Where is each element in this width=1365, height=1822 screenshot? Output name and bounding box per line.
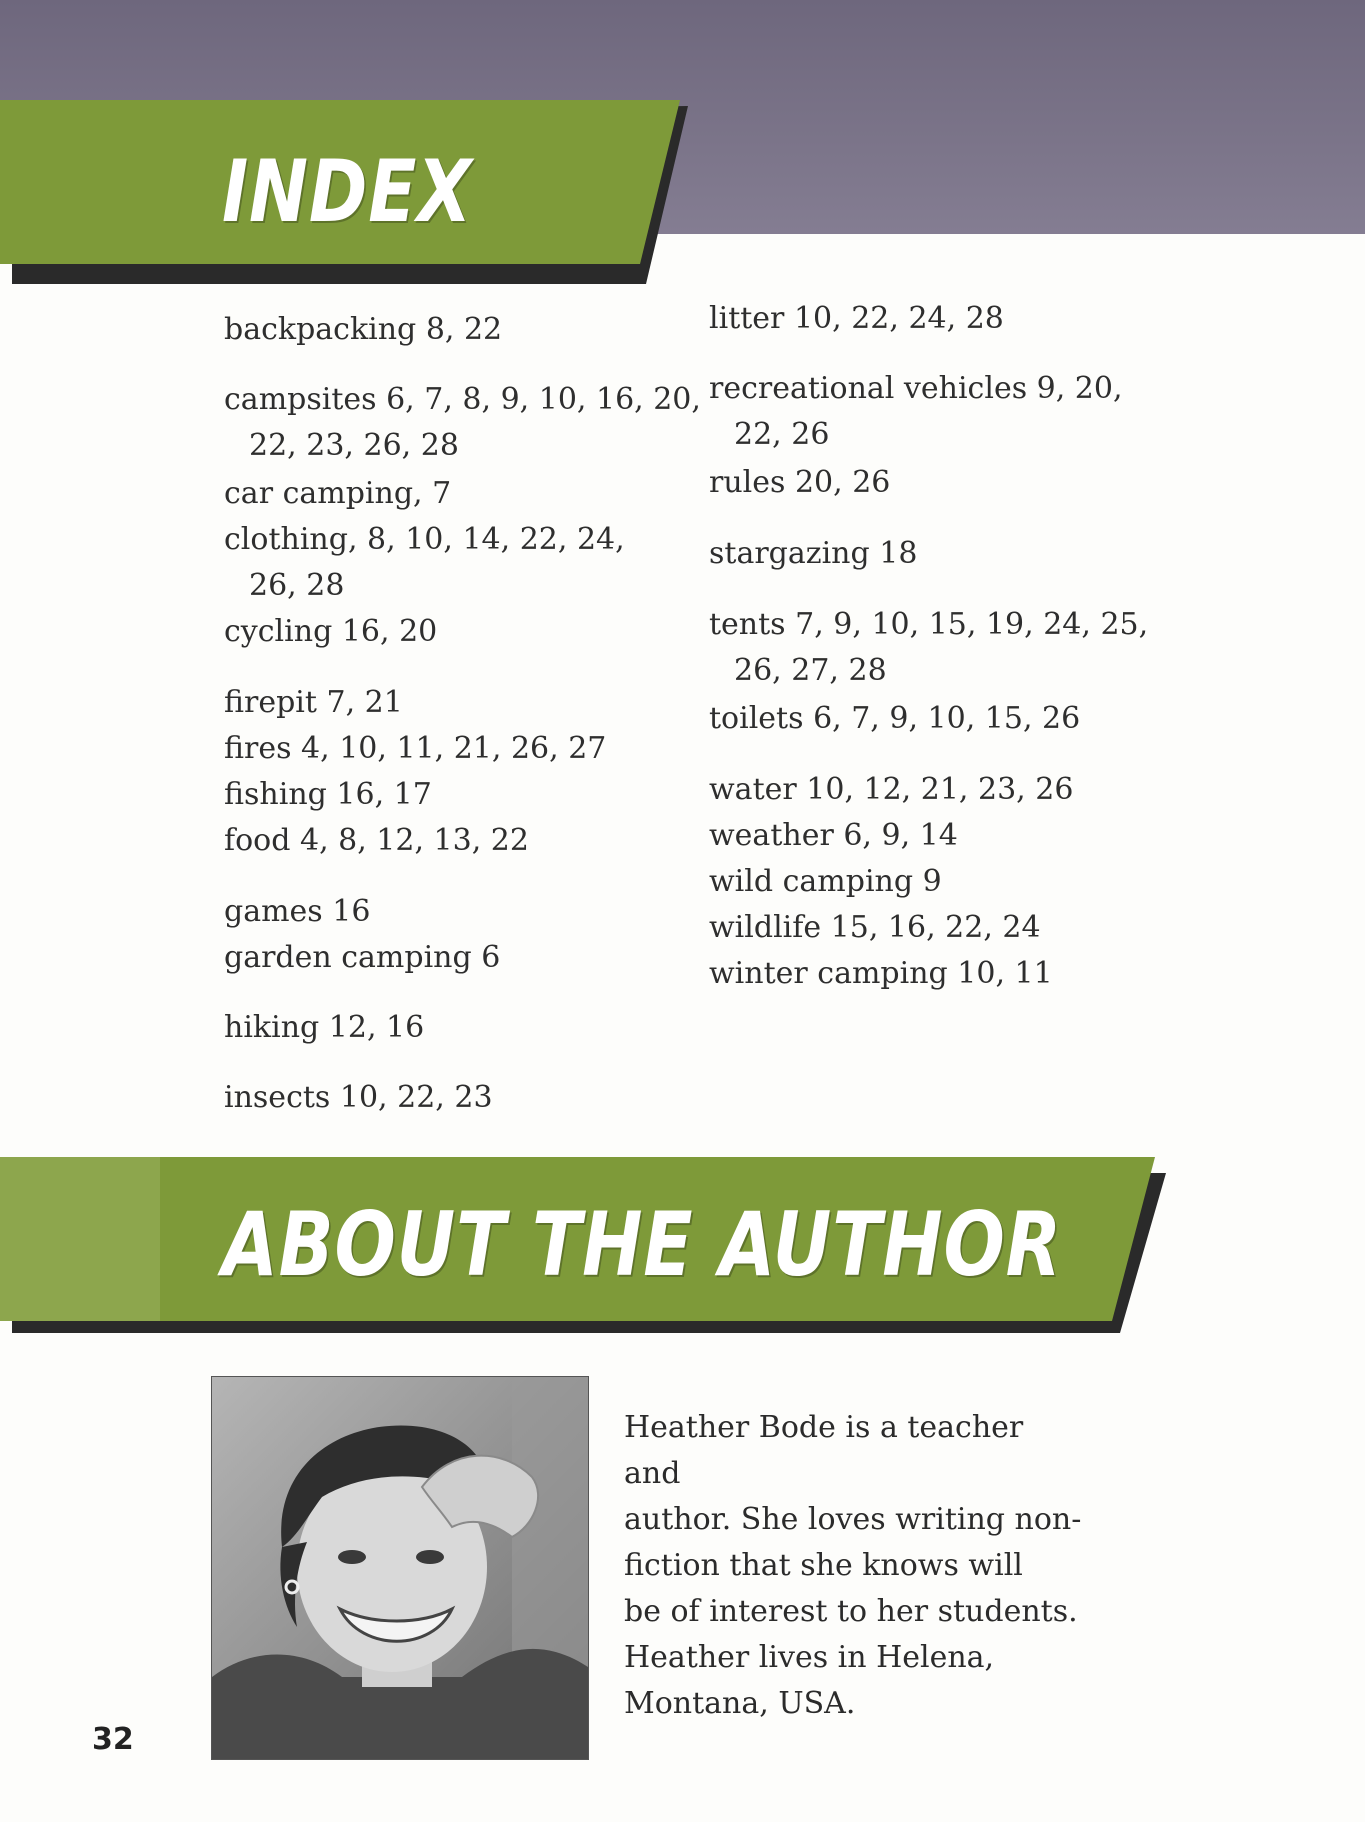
index-pages-continuation: 26, 27, 28	[734, 653, 887, 688]
author-photo	[211, 1376, 589, 1760]
index-entry	[709, 859, 942, 905]
about-author-banner	[0, 1157, 1170, 1335]
index-pages: 4, 8, 12, 13, 22	[299, 823, 529, 858]
index-entry	[224, 377, 701, 469]
index-term: tents	[709, 607, 786, 642]
index-term: food	[224, 823, 291, 858]
index-pages: 7, 21	[326, 685, 403, 720]
index-term: recreational vehicles	[709, 371, 1028, 406]
index-pages: 7	[432, 476, 452, 511]
index-term: rules	[709, 465, 786, 500]
index-entry-line	[224, 1080, 493, 1115]
index-pages: 9	[922, 864, 942, 899]
index-pages: 6	[481, 940, 501, 975]
index-pages: 7, 9, 10, 15, 19, 24, 25,	[795, 607, 1149, 642]
index-pages: 18	[879, 536, 918, 571]
page-number: 32	[92, 1722, 134, 1757]
index-entry	[224, 818, 529, 864]
index-entry-line	[709, 607, 1148, 642]
index-pages: 6, 7, 8, 9, 10, 16, 20,	[386, 382, 701, 417]
index-heading-banner	[0, 100, 690, 286]
index-pages: 8, 22	[425, 312, 503, 347]
index-term: stargazing	[709, 536, 870, 571]
index-pages: 4, 10, 11, 21, 26, 27	[301, 731, 607, 766]
index-pages-continuation: 22, 26	[734, 417, 830, 452]
index-pages: 16	[332, 894, 371, 929]
index-entry	[709, 366, 1123, 458]
index-pages: 15, 16, 22, 24	[830, 910, 1041, 945]
index-entry	[709, 531, 917, 577]
index-entry	[709, 813, 958, 859]
index-term: wildlife	[709, 910, 822, 945]
index-entry	[224, 307, 502, 353]
index-term: campsites	[224, 382, 377, 417]
index-entry-line	[224, 823, 529, 858]
index-entry	[224, 935, 500, 981]
index-entry	[224, 726, 606, 772]
index-entry-line	[709, 772, 1073, 807]
index-entry	[709, 460, 890, 506]
index-pages: 6, 7, 9, 10, 15, 26	[813, 701, 1081, 736]
author-portrait-illustration	[212, 1377, 588, 1759]
index-term: clothing,	[224, 522, 358, 557]
index-entry	[709, 602, 1148, 694]
index-entry	[709, 696, 1080, 742]
index-pages-continuation: 26, 28	[249, 568, 345, 603]
index-entry-line	[224, 777, 432, 812]
index-heading: INDEX	[222, 142, 473, 242]
index-entry-line	[224, 614, 437, 649]
index-entry	[224, 471, 451, 517]
index-term: litter	[709, 301, 785, 336]
author-bio	[624, 1405, 1084, 1727]
author-bio-line: author. She loves writing non-	[624, 1502, 1082, 1537]
index-term: firepit	[224, 685, 317, 720]
author-bio-line: be of interest to her students.	[624, 1594, 1078, 1629]
index-pages: 20, 26	[794, 465, 891, 500]
index-entry-line	[709, 956, 1053, 991]
index-term: water	[709, 772, 797, 807]
index-term: games	[224, 894, 323, 929]
index-term: fishing	[224, 777, 327, 812]
author-bio-line: fiction that she knows will	[624, 1548, 1023, 1583]
author-bio-line: Heather Bode is a teacher and	[624, 1410, 1024, 1491]
index-entry	[224, 680, 403, 726]
index-term: wild camping	[709, 864, 914, 899]
index-entry	[709, 905, 1041, 951]
index-entry-line	[709, 536, 917, 571]
index-pages: 10, 11	[957, 956, 1053, 991]
index-pages: 16, 17	[336, 777, 432, 812]
index-pages: 10, 22, 24, 28	[793, 301, 1004, 336]
index-term: hiking	[224, 1010, 320, 1045]
index-entry-line	[224, 731, 606, 766]
index-entry-line	[709, 301, 1004, 336]
index-pages: 10, 12, 21, 23, 26	[806, 772, 1074, 807]
index-entry-line	[224, 382, 701, 417]
index-entry-line	[224, 476, 451, 511]
index-term: toilets	[709, 701, 804, 736]
index-pages: 6, 9, 14	[843, 818, 958, 853]
index-pages-continuation: 22, 23, 26, 28	[249, 428, 459, 463]
index-entry-line	[224, 522, 625, 557]
index-entry-line	[709, 465, 890, 500]
index-term: weather	[709, 818, 834, 853]
index-entry	[224, 1075, 493, 1121]
index-pages: 12, 16	[328, 1010, 425, 1045]
index-term: backpacking	[224, 312, 417, 347]
index-term: winter camping	[709, 956, 948, 991]
index-entry-line	[224, 940, 500, 975]
index-pages: 9, 20,	[1036, 371, 1123, 406]
index-entry-line	[709, 910, 1041, 945]
index-entry-line	[224, 894, 370, 929]
index-entry	[224, 772, 432, 818]
about-author-heading: ABOUT THE AUTHOR	[222, 1193, 1063, 1296]
index-pages: 8, 10, 14, 22, 24,	[367, 522, 625, 557]
index-entry-line	[224, 1010, 424, 1045]
index-pages: 16, 20	[341, 614, 438, 649]
index-entry-line	[709, 864, 942, 899]
index-entry-line	[224, 685, 403, 720]
index-entry	[224, 1005, 424, 1051]
index-entry	[224, 889, 370, 935]
index-term: garden camping	[224, 940, 472, 975]
index-entry	[224, 517, 625, 609]
index-entry-line	[224, 312, 502, 347]
author-bio-line: Montana, USA.	[624, 1686, 856, 1721]
index-entry	[224, 609, 437, 655]
index-term: insects	[224, 1080, 331, 1115]
author-bio-line: Heather lives in Helena,	[624, 1640, 995, 1675]
index-entry-line	[709, 818, 958, 853]
index-entry-line	[709, 371, 1123, 406]
index-term: cycling	[224, 614, 333, 649]
index-entry	[709, 951, 1053, 997]
index-term: fires	[224, 731, 292, 766]
index-pages: 10, 22, 23	[339, 1080, 493, 1115]
index-entry	[709, 767, 1073, 813]
index-term: car camping,	[224, 476, 423, 511]
index-entry-line	[709, 701, 1080, 736]
index-entry	[709, 296, 1004, 342]
